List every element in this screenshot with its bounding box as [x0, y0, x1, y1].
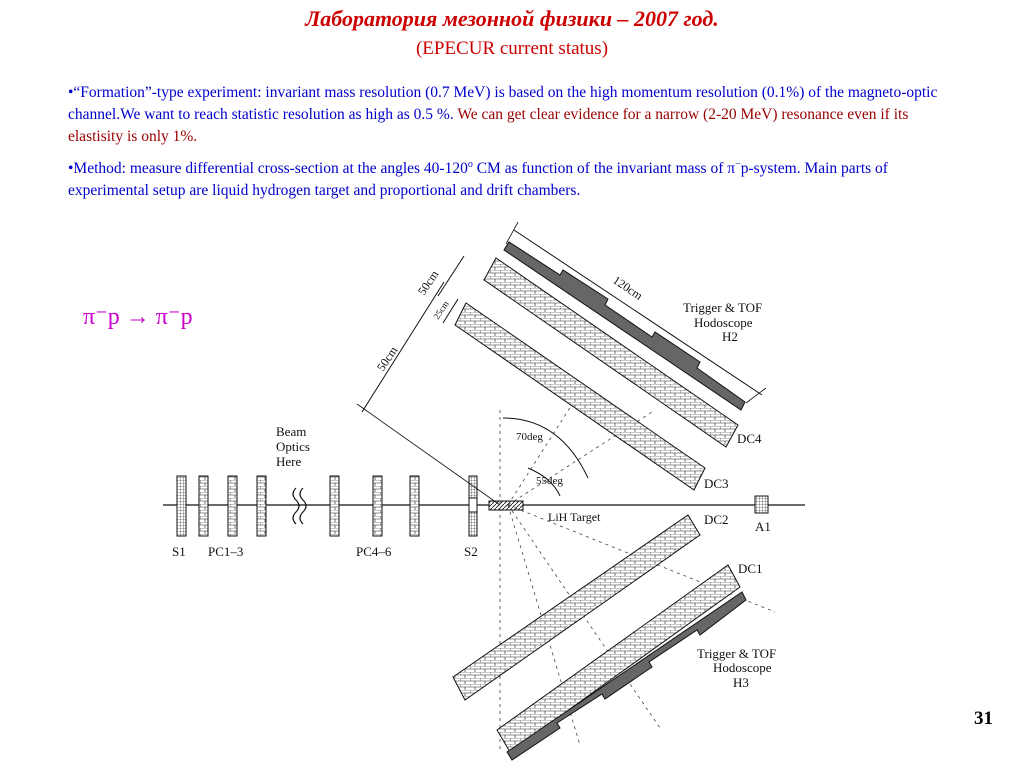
- dim-50-top-label: 50cm: [414, 267, 442, 298]
- pc4-chamber: [330, 476, 339, 536]
- bullet-method-minus: −: [735, 159, 741, 170]
- dc2-chamber: [453, 515, 700, 700]
- bullet-method-text-2: CM as function of the invariant mass of: [472, 160, 728, 178]
- bullet-method-pi: π: [727, 160, 736, 178]
- pc1-3-label: PC1–3: [208, 544, 244, 559]
- pc5-chamber: [373, 476, 382, 536]
- bullet-formation: [68, 82, 963, 148]
- pc6-chamber: [410, 476, 419, 536]
- angle-70-arc: [503, 418, 588, 478]
- dim-50-left-line: [362, 282, 444, 412]
- angle-55-label: 55deg: [536, 475, 563, 487]
- angle-70-line: [508, 395, 578, 505]
- h2-label-3: H2: [722, 329, 738, 344]
- dim-50-top-line: [438, 256, 464, 296]
- reaction-formula: π⁻p → π⁻p: [83, 304, 193, 330]
- h2-label-2: Hodoscope: [694, 315, 753, 330]
- s2-label: S2: [464, 544, 478, 559]
- beam-optics-label-1: Beam: [276, 424, 307, 439]
- dim-50-left-label: 50cm: [373, 343, 401, 374]
- pc1-chamber: [199, 476, 208, 536]
- slide-subtitle: (EPECUR current status): [415, 38, 609, 59]
- pc2-chamber: [228, 476, 237, 536]
- h3-label-3: H3: [733, 675, 749, 690]
- slide-title: Лаборатория мезонной физики – 2007 год.: [305, 6, 719, 31]
- dc2-label: DC2: [704, 512, 729, 527]
- h2-label-1: Trigger & TOF: [683, 300, 763, 315]
- beam-optics-label-3: Here: [276, 454, 302, 469]
- dc4-label: DC4: [737, 431, 762, 446]
- bullet-formation-highlight: We can get clear evidence for a narrow (2-20 MeV) resonance even if its elastisity is only 1%.: [68, 106, 909, 145]
- lih-target-label: LiH Target: [548, 510, 601, 524]
- bullet-method-text-3: p-system. Main parts of experimental setup are liquid hydrogen target and proportional and drift chambers.: [68, 160, 888, 200]
- pc4-6-label: PC4–6: [356, 544, 392, 559]
- dim-120-ext-1: [506, 222, 518, 244]
- bullet-method-degree: o: [467, 159, 473, 170]
- angle-70-label: 70deg: [516, 431, 543, 443]
- bullet-formation-text: •“Formation”-type experiment: invariant mass resolution (0.7 MeV) is based on the high momentum resolution (0.1%) of the magneto-optic channel.We want to reach statistic resolution as high as 0.5 %.: [68, 84, 938, 123]
- dc1-label: DC1: [738, 561, 763, 576]
- dim-25-label: 25cm: [431, 298, 451, 322]
- beam-optics-label-2: Optics: [276, 439, 310, 454]
- beam-break-symbol: [293, 488, 306, 524]
- dim-120-ext-2: [746, 388, 766, 403]
- pc3-chamber: [257, 476, 266, 536]
- a1-label: A1: [755, 519, 771, 534]
- bullet-list: [68, 82, 963, 208]
- lih-target: [489, 501, 523, 510]
- bullet-method-text-1: •Method: measure differential cross-section at the angles 40-120: [68, 160, 468, 178]
- h3-label-1: Trigger & TOF: [697, 646, 777, 661]
- s1-counter: [177, 476, 186, 536]
- bullet-method: [68, 154, 963, 202]
- page-number: 31: [974, 708, 993, 729]
- h3-label-2: Hodoscope: [713, 660, 772, 675]
- s1-label: S1: [172, 544, 186, 559]
- dim-120-label: 120cm: [610, 272, 646, 303]
- a1-counter: [755, 496, 768, 513]
- dc3-label: DC3: [704, 476, 729, 491]
